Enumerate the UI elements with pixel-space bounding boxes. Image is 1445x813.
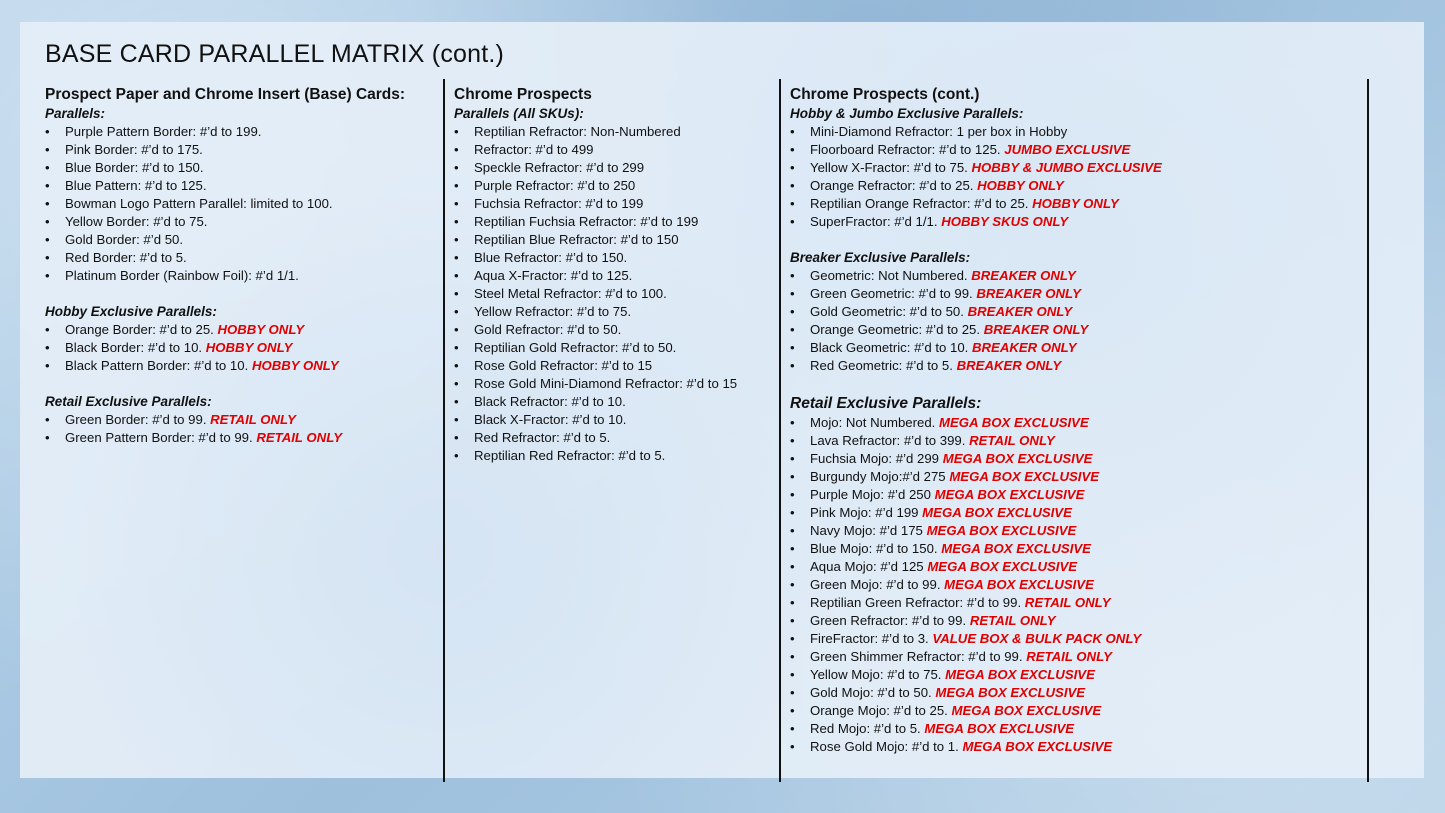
item-text: Reptilian Blue Refractor: #’d to 150	[474, 232, 679, 247]
section-heading: Retail Exclusive Parallels:	[790, 395, 982, 412]
bullet-icon: •	[45, 124, 50, 139]
item-text: Gold Geometric: #’d to 50.	[810, 304, 964, 319]
bullet-icon: •	[790, 286, 795, 301]
bullet-icon: •	[454, 142, 459, 157]
list-item	[454, 231, 737, 249]
bullet-icon: •	[790, 142, 795, 157]
item-text: Red Refractor: #’d to 5.	[474, 430, 611, 445]
item-text: Red Mojo: #’d to 5.	[810, 721, 921, 736]
item-text: Blue Mojo: #’d to 150.	[810, 541, 938, 556]
exclusive-badge: RETAIL ONLY	[210, 412, 296, 427]
parallel-list	[790, 123, 1162, 231]
parallel-list	[45, 123, 405, 285]
item-text: Orange Mojo: #’d to 25.	[810, 703, 948, 718]
list-item	[454, 249, 737, 267]
bullet-icon: •	[454, 250, 459, 265]
list-item	[454, 429, 737, 447]
list-item	[790, 702, 1162, 720]
list-item	[45, 267, 405, 285]
bullet-icon: •	[454, 178, 459, 193]
bullet-icon: •	[45, 322, 50, 337]
list-item	[454, 141, 737, 159]
item-text: Burgundy Mojo:#’d 275	[810, 469, 946, 484]
bullet-icon: •	[45, 358, 50, 373]
parallel-list	[454, 123, 737, 465]
exclusive-badge: MEGA BOX EXCLUSIVE	[934, 487, 1085, 502]
list-item	[790, 738, 1162, 756]
exclusive-badge: MEGA BOX EXCLUSIVE	[949, 469, 1100, 484]
slide	[20, 22, 1424, 778]
bullet-icon: •	[790, 433, 795, 448]
item-text: Reptilian Orange Refractor: #’d to 25.	[810, 196, 1029, 211]
list-item	[454, 213, 737, 231]
bullet-icon: •	[790, 667, 795, 682]
bullet-icon: •	[790, 595, 795, 610]
bullet-icon: •	[790, 451, 795, 466]
bullet-icon: •	[454, 340, 459, 355]
column-chrome-prospects	[454, 84, 737, 465]
item-text: Mini-Diamond Refractor: 1 per box in Hobby	[810, 124, 1068, 139]
bullet-icon: •	[790, 613, 795, 628]
exclusive-badge: JUMBO EXCLUSIVE	[1004, 142, 1131, 157]
list-item	[790, 594, 1162, 612]
exclusive-badge: MEGA BOX EXCLUSIVE	[942, 451, 1093, 466]
bullet-icon: •	[45, 250, 50, 265]
bullet-icon: •	[790, 124, 795, 139]
exclusive-badge: BREAKER ONLY	[976, 286, 1081, 301]
section-heading: Retail Exclusive Parallels:	[45, 394, 212, 409]
list-item	[790, 357, 1162, 375]
parallel-list	[45, 321, 405, 375]
section-spacer	[45, 285, 405, 303]
list-item	[454, 267, 737, 285]
bullet-icon: •	[790, 739, 795, 754]
bullet-icon: •	[790, 487, 795, 502]
item-text: Blue Refractor: #’d to 150.	[474, 250, 628, 265]
section-spacer	[790, 231, 1162, 249]
item-text: Mojo: Not Numbered.	[810, 415, 936, 430]
exclusive-badge: MEGA BOX EXCLUSIVE	[935, 685, 1086, 700]
bullet-icon: •	[790, 358, 795, 373]
item-text: Gold Mojo: #’d to 50.	[810, 685, 932, 700]
bullet-icon: •	[790, 160, 795, 175]
exclusive-badge: MEGA BOX EXCLUSIVE	[962, 739, 1113, 754]
bullet-icon: •	[454, 448, 459, 463]
item-text: Green Shimmer Refractor: #’d to 99.	[810, 649, 1023, 664]
item-text: Fuchsia Mojo: #’d 299	[810, 451, 940, 466]
bullet-icon: •	[790, 340, 795, 355]
item-text: Reptilian Fuchsia Refractor: #’d to 199	[474, 214, 699, 229]
column-chrome-prospects-cont	[790, 84, 1162, 756]
bullet-icon: •	[790, 505, 795, 520]
item-text: Lava Refractor: #’d to 399.	[810, 433, 966, 448]
list-item	[454, 159, 737, 177]
list-item	[45, 177, 405, 195]
item-text: Green Border: #’d to 99.	[65, 412, 207, 427]
item-text: Green Pattern Border: #’d to 99.	[65, 430, 253, 445]
item-text: Orange Refractor: #’d to 25.	[810, 178, 974, 193]
exclusive-badge: RETAIL ONLY	[256, 430, 343, 445]
list-item	[790, 123, 1162, 141]
bullet-icon: •	[790, 523, 795, 538]
item-text: Geometric: Not Numbered.	[810, 268, 968, 283]
exclusive-badge: HOBBY & JUMBO EXCLUSIVE	[971, 160, 1162, 175]
list-item	[790, 468, 1162, 486]
bullet-icon: •	[45, 430, 50, 445]
bullet-icon: •	[454, 358, 459, 373]
item-text: Orange Border: #’d to 25.	[65, 322, 214, 337]
list-item	[790, 522, 1162, 540]
section-spacer	[45, 375, 405, 393]
column-divider	[779, 79, 781, 782]
list-item	[45, 429, 405, 447]
exclusive-badge: HOBBY SKUS ONLY	[941, 214, 1069, 229]
list-item	[454, 393, 737, 411]
list-item	[45, 321, 405, 339]
exclusive-badge: MEGA BOX EXCLUSIVE	[922, 505, 1072, 520]
item-text: Purple Refractor: #’d to 250	[474, 178, 636, 193]
bullet-icon: •	[45, 160, 50, 175]
bullet-icon: •	[45, 412, 50, 427]
item-text: Rose Gold Mini-Diamond Refractor: #’d to 15	[474, 376, 738, 391]
item-text: Floorboard Refractor: #’d to 125.	[810, 142, 1001, 157]
item-text: Fuchsia Refractor: #’d to 199	[474, 196, 644, 211]
bullet-icon: •	[45, 232, 50, 247]
bullet-icon: •	[790, 268, 795, 283]
bullet-icon: •	[45, 214, 50, 229]
parallel-list	[790, 267, 1162, 375]
item-text: Reptilian Gold Refractor: #’d to 50.	[474, 340, 677, 355]
exclusive-badge: MEGA BOX EXCLUSIVE	[926, 523, 1077, 538]
list-item	[790, 648, 1162, 666]
exclusive-badge: MEGA BOX EXCLUSIVE	[944, 577, 1094, 592]
bullet-icon: •	[454, 268, 459, 283]
list-item	[454, 357, 737, 375]
item-text: Navy Mojo: #’d 175	[810, 523, 923, 538]
list-item	[790, 432, 1162, 450]
list-item	[45, 159, 405, 177]
bullet-icon: •	[790, 304, 795, 319]
list-item	[454, 285, 737, 303]
item-text: Purple Pattern Border: #’d to 199.	[65, 124, 262, 139]
list-item	[790, 720, 1162, 738]
exclusive-badge: HOBBY ONLY	[977, 178, 1064, 193]
list-item	[454, 447, 737, 465]
list-item	[454, 123, 737, 141]
item-text: Rose Gold Mojo: #’d to 1.	[810, 739, 959, 754]
item-text: FireFractor: #’d to 3.	[810, 631, 929, 646]
exclusive-badge: HOBBY ONLY	[217, 322, 305, 337]
exclusive-badge: HOBBY ONLY	[1032, 196, 1119, 211]
bullet-icon: •	[45, 178, 50, 193]
parallel-list	[790, 414, 1162, 756]
item-text: Pink Mojo: #’d 199	[810, 505, 919, 520]
list-item	[790, 450, 1162, 468]
item-text: Red Border: #’d to 5.	[65, 250, 187, 265]
bullet-icon: •	[790, 541, 795, 556]
list-item	[790, 195, 1162, 213]
exclusive-badge: MEGA BOX EXCLUSIVE	[945, 667, 1095, 682]
item-text: Reptilian Refractor: Non-Numbered	[474, 124, 681, 139]
exclusive-badge: BREAKER ONLY	[956, 358, 1062, 373]
section-spacer	[790, 375, 1162, 393]
bullet-icon: •	[454, 214, 459, 229]
list-item	[790, 267, 1162, 285]
exclusive-badge: MEGA BOX EXCLUSIVE	[924, 721, 1075, 736]
item-text: Aqua Mojo: #’d 125	[810, 559, 924, 574]
exclusive-badge: VALUE BOX & BULK PACK ONLY	[932, 631, 1142, 646]
bullet-icon: •	[454, 232, 459, 247]
item-text: Steel Metal Refractor: #’d to 100.	[474, 286, 667, 301]
item-text: Pink Border: #’d to 175.	[65, 142, 203, 157]
list-item	[45, 411, 405, 429]
list-item	[790, 540, 1162, 558]
item-text: Purple Mojo: #’d 250	[810, 487, 931, 502]
item-text: Blue Border: #’d to 150.	[65, 160, 204, 175]
bullet-icon: •	[45, 268, 50, 283]
exclusive-badge: RETAIL ONLY	[1026, 649, 1112, 664]
exclusive-badge: BREAKER ONLY	[967, 304, 1073, 319]
list-item	[790, 612, 1162, 630]
section-heading: Hobby & Jumbo Exclusive Parallels:	[790, 106, 1024, 121]
bullet-icon: •	[454, 286, 459, 301]
list-item	[454, 303, 737, 321]
bullet-icon: •	[790, 178, 795, 193]
bullet-icon: •	[454, 376, 459, 391]
bullet-icon: •	[454, 124, 459, 139]
exclusive-badge: MEGA BOX EXCLUSIVE	[939, 415, 1089, 430]
list-item	[790, 576, 1162, 594]
column-heading: Chrome Prospects (cont.)	[790, 86, 980, 103]
item-text: Orange Geometric: #’d to 25.	[810, 322, 981, 337]
list-item	[45, 339, 405, 357]
list-item	[45, 231, 405, 249]
bullet-icon: •	[454, 412, 459, 427]
bullet-icon: •	[790, 721, 795, 736]
exclusive-badge: MEGA BOX EXCLUSIVE	[941, 541, 1091, 556]
bullet-icon: •	[790, 703, 795, 718]
list-item	[45, 123, 405, 141]
bullet-icon: •	[790, 559, 795, 574]
page-title: BASE CARD PARALLEL MATRIX (cont.)	[45, 40, 505, 68]
bullet-icon: •	[790, 685, 795, 700]
item-text: Green Geometric: #’d to 99.	[810, 286, 973, 301]
item-text: Gold Border: #’d 50.	[65, 232, 184, 247]
column-heading: Prospect Paper and Chrome Insert (Base) Cards:	[45, 86, 406, 103]
item-text: Refractor: #’d to 499	[474, 142, 594, 157]
bullet-icon: •	[454, 322, 459, 337]
item-text: Reptilian Green Refractor: #’d to 99.	[810, 595, 1022, 610]
list-item	[45, 195, 405, 213]
item-text: Bowman Logo Pattern Parallel: limited to 100.	[65, 196, 333, 211]
item-text: Green Refractor: #’d to 99.	[810, 613, 967, 628]
bullet-icon: •	[454, 394, 459, 409]
section-heading: Parallels:	[45, 106, 106, 121]
section-heading: Hobby Exclusive Parallels:	[45, 304, 217, 319]
item-text: Yellow Refractor: #’d to 75.	[474, 304, 632, 319]
list-item	[790, 303, 1162, 321]
item-text: Reptilian Red Refractor: #’d to 5.	[474, 448, 666, 463]
bullet-icon: •	[454, 430, 459, 445]
list-item	[790, 339, 1162, 357]
bullet-icon: •	[454, 160, 459, 175]
bullet-icon: •	[45, 196, 50, 211]
section-heading: Parallels (All SKUs):	[454, 106, 584, 121]
item-text: Black Pattern Border: #’d to 10.	[65, 358, 249, 373]
item-text: Rose Gold Refractor: #’d to 15	[474, 358, 653, 373]
item-text: Black Refractor: #’d to 10.	[474, 394, 626, 409]
list-item	[790, 141, 1162, 159]
list-item	[454, 375, 737, 393]
list-item	[790, 504, 1162, 522]
item-text: Gold Refractor: #’d to 50.	[474, 322, 622, 337]
exclusive-badge: BREAKER ONLY	[972, 340, 1077, 355]
bullet-icon: •	[790, 415, 795, 430]
exclusive-badge: RETAIL ONLY	[1024, 595, 1111, 610]
column-base-cards	[45, 84, 405, 447]
exclusive-badge: MEGA BOX EXCLUSIVE	[951, 703, 1102, 718]
list-item	[790, 486, 1162, 504]
item-text: Green Mojo: #’d to 99.	[810, 577, 941, 592]
column-divider	[1367, 79, 1369, 782]
bullet-icon: •	[790, 649, 795, 664]
bullet-icon: •	[790, 631, 795, 646]
exclusive-badge: HOBBY ONLY	[205, 340, 293, 355]
exclusive-badge: BREAKER ONLY	[971, 268, 1076, 283]
list-item	[790, 159, 1162, 177]
item-text: Platinum Border (Rainbow Foil): #’d 1/1.	[65, 268, 299, 283]
exclusive-badge: BREAKER ONLY	[983, 322, 1089, 337]
list-item	[454, 321, 737, 339]
section-heading: Breaker Exclusive Parallels:	[790, 250, 971, 265]
column-divider	[443, 79, 445, 782]
list-item	[790, 414, 1162, 432]
exclusive-badge: RETAIL ONLY	[969, 433, 1055, 448]
item-text: Black Border: #’d to 10.	[65, 340, 203, 355]
item-text: Red Geometric: #’d to 5.	[810, 358, 953, 373]
exclusive-badge: HOBBY ONLY	[251, 358, 339, 373]
list-item	[454, 195, 737, 213]
bullet-icon: •	[454, 304, 459, 319]
item-text: Yellow Border: #’d to 75.	[65, 214, 208, 229]
list-item	[45, 249, 405, 267]
item-text: Blue Pattern: #’d to 125.	[65, 178, 207, 193]
bullet-icon: •	[790, 469, 795, 484]
item-text: SuperFractor: #’d 1/1.	[810, 214, 938, 229]
item-text: Yellow X-Fractor: #’d to 75.	[810, 160, 968, 175]
list-item	[790, 558, 1162, 576]
bullet-icon: •	[790, 196, 795, 211]
list-item	[454, 177, 737, 195]
exclusive-badge: RETAIL ONLY	[969, 613, 1056, 628]
item-text: Black X-Fractor: #’d to 10.	[474, 412, 627, 427]
list-item	[790, 177, 1162, 195]
list-item	[790, 666, 1162, 684]
list-item	[45, 141, 405, 159]
list-item	[45, 357, 405, 375]
item-text: Yellow Mojo: #’d to 75.	[810, 667, 942, 682]
column-heading: Chrome Prospects	[454, 86, 592, 103]
exclusive-badge: MEGA BOX EXCLUSIVE	[927, 559, 1078, 574]
bullet-icon: •	[45, 340, 50, 355]
bullet-icon: •	[790, 577, 795, 592]
item-text: Black Geometric: #’d to 10.	[810, 340, 969, 355]
item-text: Aqua X-Fractor: #’d to 125.	[474, 268, 633, 283]
list-item	[790, 213, 1162, 231]
bullet-icon: •	[790, 214, 795, 229]
list-item	[790, 630, 1162, 648]
parallel-list	[45, 411, 405, 447]
list-item	[454, 411, 737, 429]
list-item	[790, 285, 1162, 303]
bullet-icon: •	[454, 196, 459, 211]
bullet-icon: •	[790, 322, 795, 337]
item-text: Speckle Refractor: #’d to 299	[474, 160, 645, 175]
list-item	[790, 684, 1162, 702]
list-item	[790, 321, 1162, 339]
bullet-icon: •	[45, 142, 50, 157]
list-item	[45, 213, 405, 231]
list-item	[454, 339, 737, 357]
